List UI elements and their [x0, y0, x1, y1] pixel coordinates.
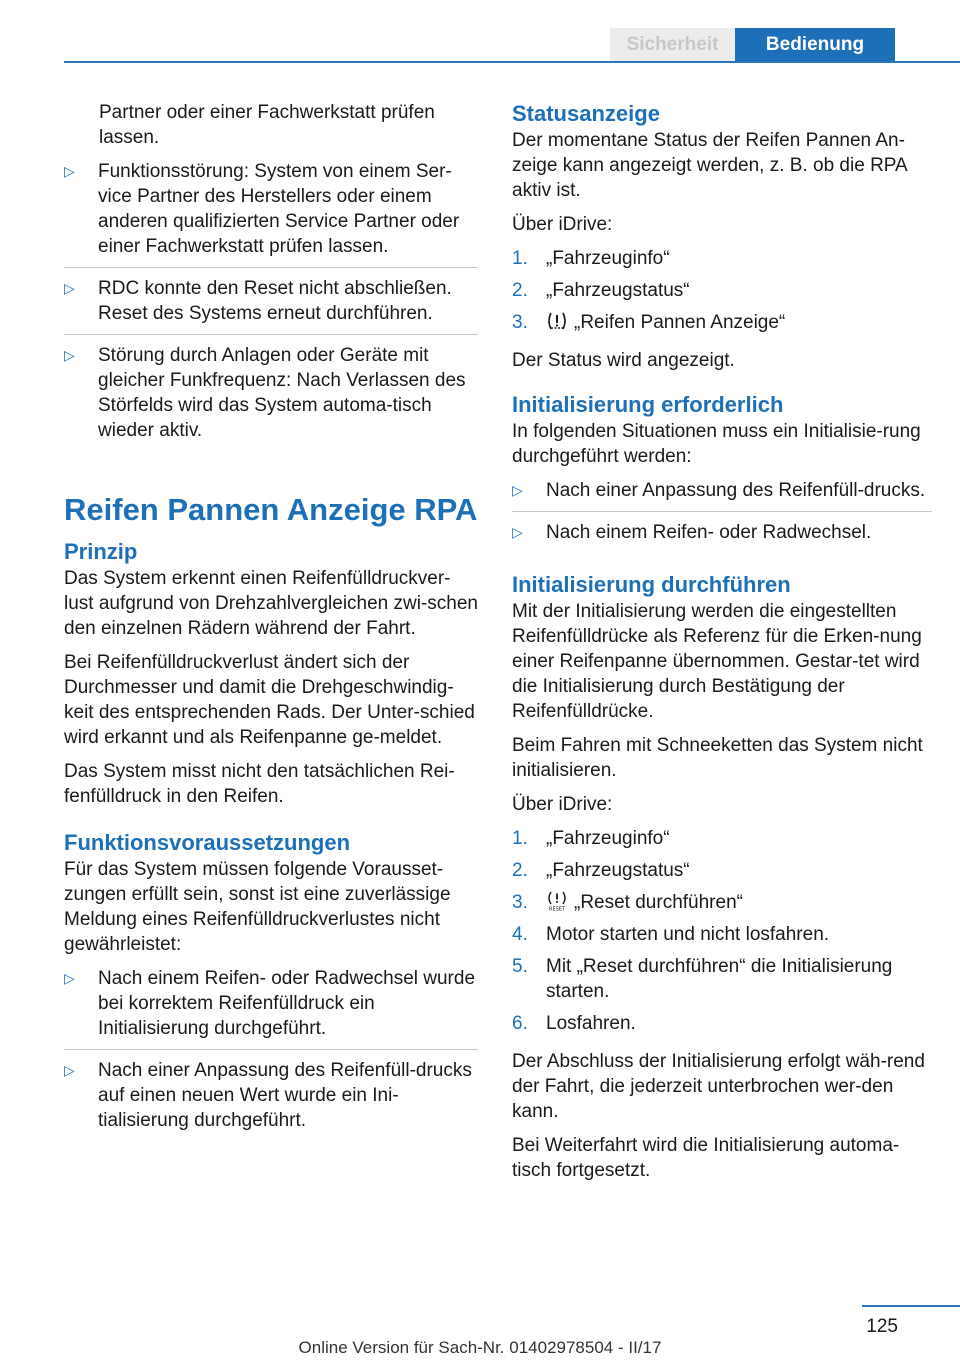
- prinzip-heading: Prinzip: [64, 539, 138, 564]
- init-perform-via: Über iDrive:: [512, 794, 613, 815]
- footer-online-version[interactable]: Online Version für Sach-Nr. 01402978504 - II/17: [298, 1338, 662, 1357]
- status-heading: Statusanzeige: [512, 101, 660, 126]
- funktion-intro: Für das System müssen folgende Vorausset‐zungen erfüllt sein, sonst ist eine zuverlässige Meldung eines Reifenfülldruckverlustes nicht gewährleistet:: [64, 859, 451, 955]
- status-steps: [512, 246, 932, 339]
- page-number: 125: [866, 1316, 898, 1337]
- init-step: [512, 1008, 932, 1040]
- bullet-marker: ▷: [512, 524, 523, 540]
- bullet-marker: ▷: [64, 970, 75, 986]
- left-column: [64, 100, 478, 1150]
- init-perform-paragraph: Mit der Initialisierung werden die eingestellten Reifenfülldrücke als Referenz für die Erken‐nung einer Reifenpanne übernommen. Gestar‐tet wird die Initialisierung durch Bestätigung der Reifenfülldrücke.: [512, 601, 922, 722]
- step-number: 6.: [512, 1013, 528, 1034]
- step-number: 1.: [512, 248, 528, 269]
- status-step: [512, 307, 932, 339]
- init-required-heading: Initialisierung erforderlich: [512, 392, 784, 417]
- status-step: [512, 246, 932, 275]
- section-title: Reifen Pannen Anzeige RPA: [64, 492, 478, 527]
- init-step: [512, 887, 932, 919]
- step-number: 3.: [512, 312, 528, 333]
- fault-bullet-text: Funktionsstörung: System von einem Ser‐vice Partner des Herstellers oder einem anderen qualifizierten Service Partner oder einer Fachwerkstatt prüfen lassen.: [98, 161, 460, 257]
- header-chapter-tab[interactable]: Bedienung: [735, 28, 895, 62]
- step-number: 1.: [512, 828, 528, 849]
- bullet-marker: ▷: [64, 1062, 75, 1078]
- header-rule: [64, 61, 960, 63]
- init-step-text: Losfahren.: [546, 1013, 636, 1034]
- bullet-marker: ▷: [64, 163, 75, 179]
- funktion-bullet-list: [64, 966, 478, 1141]
- bullet-marker: ▷: [64, 347, 75, 363]
- init-perform-heading: Initialisierung durchführen: [512, 572, 791, 597]
- init-required-bullet: [512, 478, 932, 512]
- status-step-text: „Fahrzeugstatus“: [546, 280, 690, 301]
- init-required-bullet-text: Nach einer Anpassung des Reifenfüll‐drucks.: [546, 480, 926, 501]
- init-step: [512, 919, 932, 951]
- right-column: [512, 100, 932, 1192]
- init-step: [512, 951, 932, 1008]
- footer-rule: [862, 1305, 960, 1307]
- step-number: 3.: [512, 892, 528, 913]
- init-perform-paragraph: Bei Weiterfahrt wird die Initialisierung automa‐tisch fortgesetzt.: [512, 1135, 900, 1181]
- bullet-marker: ▷: [512, 482, 523, 498]
- init-required-bullets: [512, 478, 932, 553]
- init-perform-paragraph: Beim Fahren mit Schneeketten das System nicht initialisieren.: [512, 735, 923, 781]
- tire-pressure-reset-icon: [546, 891, 568, 911]
- init-perform-steps: [512, 826, 932, 1040]
- init-step: [512, 855, 932, 887]
- status-step-text: „Fahrzeuginfo“: [546, 248, 670, 269]
- init-step-text: „Fahrzeuginfo“: [546, 828, 670, 849]
- fault-bullet-item: [64, 335, 478, 451]
- funktion-bullet-text: Nach einem Reifen- oder Radwechsel wurde bei korrektem Reifenfülldruck ein Initialisierung durchgeführt.: [98, 968, 476, 1039]
- fault-bullet-text: RDC konnte den Reset nicht abschließen. Reset des Systems erneut durchführen.: [98, 278, 452, 324]
- init-step-text: „Fahrzeugstatus“: [546, 860, 690, 881]
- status-result: Der Status wird angezeigt.: [512, 350, 735, 371]
- init-step: [512, 826, 932, 855]
- init-step-text: Motor starten und nicht losfahren.: [546, 924, 830, 945]
- fault-bullet-list: [64, 159, 478, 451]
- init-required-bullet-text: Nach einem Reifen- oder Radwechsel.: [546, 522, 872, 543]
- bullet-marker: ▷: [64, 280, 75, 296]
- funktion-bullet-item: [64, 1050, 478, 1141]
- prinzip-paragraph: Das System erkennt einen Reifenfülldruckver‐lust aufgrund von Drehzahlvergleichen zwi‐schen den einzelnen Rädern während der Fahrt.: [64, 568, 479, 639]
- tire-pressure-warning-icon: [546, 311, 568, 331]
- step-number: 4.: [512, 924, 528, 945]
- init-perform-paragraph: Der Abschluss der Initialisierung erfolgt wäh‐rend der Fahrt, die jederzeit unterbrochen wer‐den kann.: [512, 1051, 925, 1122]
- init-step-text: „Reset durchführen“: [574, 892, 743, 913]
- intro-continuation: Partner oder einer Fachwerkstatt prüfen lassen.: [99, 102, 435, 148]
- step-number: 2.: [512, 280, 528, 301]
- prinzip-paragraph: Bei Reifenfülldruckverlust ändert sich der Durchmesser und damit die Drehgeschwindig‐keit des entsprechenden Rads. Der Unter‐schied wird erkannt und als Reifenpanne ge‐meldet.: [64, 652, 475, 748]
- funktion-bullet-text: Nach einer Anpassung des Reifenfüll‐drucks auf einen neuen Wert wurde ein Ini‐tialisierung durchgeführt.: [98, 1060, 472, 1131]
- prinzip-paragraph: Das System misst nicht den tatsächlichen Rei‐fenfülldruck in den Reifen.: [64, 761, 455, 807]
- step-number: 2.: [512, 860, 528, 881]
- fault-bullet-item: [64, 268, 478, 335]
- init-required-intro: In folgenden Situationen muss ein Initialisie‐rung durchgeführt werden:: [512, 421, 921, 467]
- header-section-tab[interactable]: Sicherheit: [610, 28, 735, 62]
- header-tabs: [610, 28, 895, 62]
- init-step-text: Mit „Reset durchführen“ die Initialisierung starten.: [546, 956, 893, 1002]
- fault-bullet-text: Störung durch Anlagen oder Geräte mit gleicher Funkfrequenz: Nach Verlassen des Störfelds wird das System automa‐tisch wieder aktiv.: [98, 345, 466, 441]
- status-via: Über iDrive:: [512, 214, 613, 235]
- status-step-text: „Reifen Pannen Anzeige“: [574, 312, 786, 333]
- status-intro: Der momentane Status der Reifen Pannen An‐zeige kann angezeigt werden, z. B. ob die RPA aktiv ist.: [512, 130, 907, 201]
- fault-bullet-item: [64, 159, 478, 268]
- reset-icon-label: RESET: [548, 906, 566, 911]
- funktion-bullet-item: [64, 966, 478, 1050]
- status-step: [512, 275, 932, 307]
- funktion-heading: Funktionsvoraussetzungen: [64, 830, 351, 855]
- step-number: 5.: [512, 956, 528, 977]
- init-required-bullet: [512, 512, 932, 553]
